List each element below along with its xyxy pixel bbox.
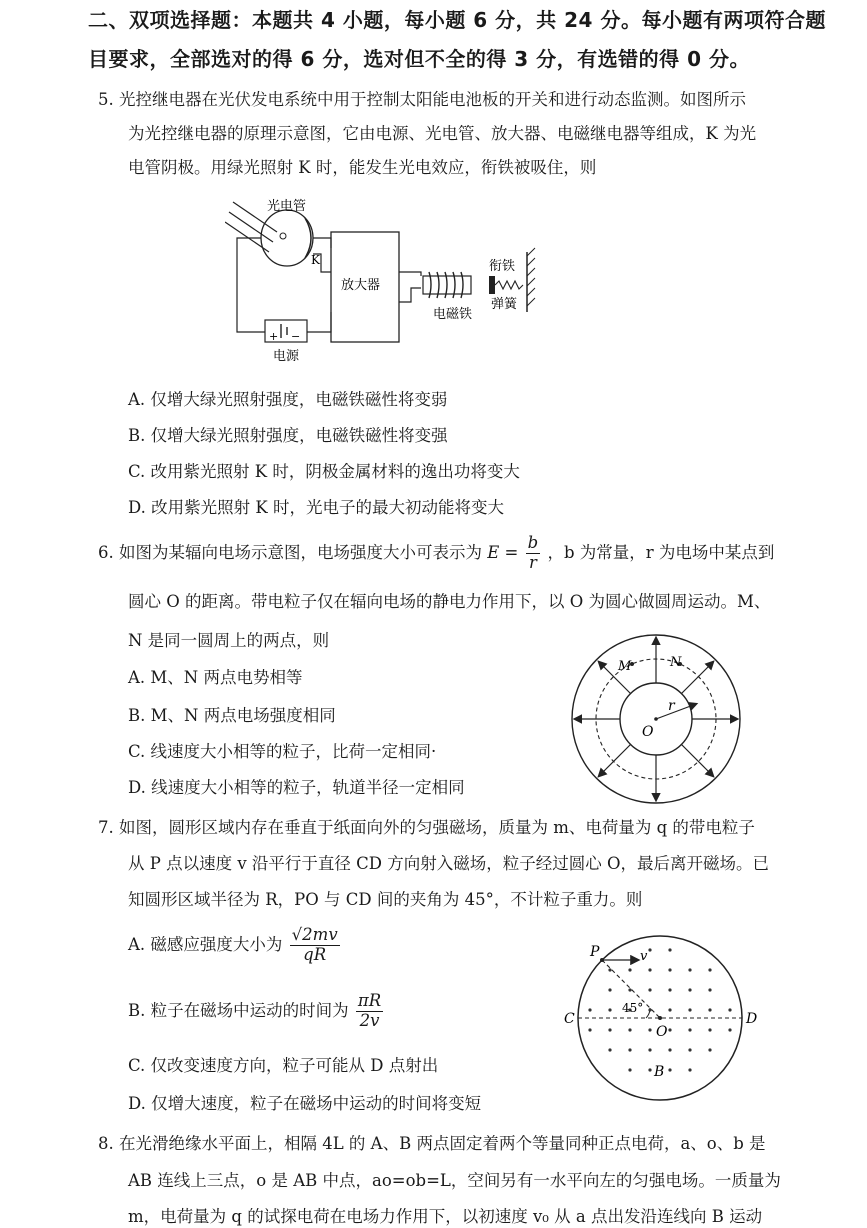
spring — [495, 281, 523, 289]
q7-option-d: D. 仅增大速度，粒子在磁场中运动的时间将变短 — [128, 1094, 482, 1113]
q7-option-a-denominator: qR — [303, 944, 327, 964]
field-dot — [608, 988, 611, 991]
q6-eq-lhs: E = — [487, 542, 519, 562]
field-dot — [708, 1048, 711, 1051]
section-heading-line2: 目要求，全部选对的得 6 分，选对但不全的得 3 分，有选错的得 0 分。 — [88, 47, 751, 71]
q7-option-c: C. 仅改变速度方向，粒子可能从 D 点射出 — [128, 1056, 439, 1075]
field-dot — [688, 1028, 691, 1031]
battery-plus: + — [269, 330, 279, 343]
section-heading-line1: 二、双项选择题：本题共 4 小题，每小题 6 分，共 24 分。每小题有两项符合题 — [88, 8, 826, 32]
field-dot — [588, 1008, 591, 1011]
label-spring: 弹簧 — [491, 297, 518, 312]
q8-stem-line3: m，电荷量为 q 的试探电荷在电场力作用下，以初速度 v₀ 从 a 点出发沿连线向 B 运动 — [128, 1207, 763, 1226]
q7-option-b-denominator: 2v — [359, 1010, 380, 1030]
field-dot — [668, 1048, 671, 1051]
label-d: D — [746, 1011, 758, 1027]
field-dot — [668, 1008, 671, 1011]
field-dot — [608, 1048, 611, 1051]
field-dot — [668, 1028, 671, 1031]
field-dot — [648, 948, 651, 951]
field-dot — [708, 1028, 711, 1031]
field-dot — [728, 1028, 731, 1031]
q7-option-b-numerator: πR — [357, 991, 382, 1010]
q6-eq-fraction — [526, 534, 541, 573]
field-dot — [668, 968, 671, 971]
radial-field-diagram — [566, 630, 746, 808]
q6-stem-part1: 6. 如图为某辐向电场示意图，电场强度大小可表示为 — [98, 542, 482, 562]
q5-stem-line1: 5. 光控继电器在光伏发电系统中用于控制太阳能电池板的开关和进行动态监测。如图所示 — [98, 90, 746, 109]
q8-stem-line1: 8. 在光滑绝缘水平面上，相隔 4L 的 A、B 两点固定着两个等量同种正点电荷，a、o、b 是 — [98, 1134, 766, 1153]
field-dot — [708, 988, 711, 991]
q6-stem-line2: 圆心 O 的距离。带电粒子仅在辐向电场的静电力作用下，以 O 为圆心做圆周运动。M、 — [128, 592, 771, 611]
q5-option-b: B. 仅增大绿光照射强度，电磁铁磁性将变强 — [128, 426, 448, 445]
field-dot — [648, 968, 651, 971]
field-dot — [708, 968, 711, 971]
field-dot — [628, 1048, 631, 1051]
q7-option-a-text: A. 磁感应强度大小为 — [128, 934, 283, 954]
label-r: r — [668, 698, 675, 714]
q5-option-a: A. 仅增大绿光照射强度，电磁铁磁性将变弱 — [128, 390, 448, 409]
field-dot — [728, 1008, 731, 1011]
field-dot — [648, 1048, 651, 1051]
photoelectric-relay-diagram — [225, 192, 545, 367]
label-c: C — [564, 1011, 575, 1027]
q7-option-b-fraction — [356, 992, 383, 1031]
q6-option-b: B. M、N 两点电场强度相同 — [128, 706, 336, 725]
q5-stem-line2: 为光控继电器的原理示意图，它由电源、光电管、放大器、电磁继电器等组成，K 为光 — [128, 124, 757, 143]
field-dot — [628, 1068, 631, 1071]
q5-option-c: C. 改用紫光照射 K 时，阴极金属材料的逸出功将变大 — [128, 462, 520, 481]
q7-option-a — [128, 926, 342, 965]
field-dot — [608, 1028, 611, 1031]
q7-option-a-fraction — [290, 926, 340, 965]
field-dot — [688, 1048, 691, 1051]
field-dot — [628, 1028, 631, 1031]
label-o: O — [642, 724, 654, 740]
label-m: M — [618, 659, 632, 674]
armature — [489, 276, 495, 294]
q6-stem-line3: N 是同一圆周上的两点，则 — [128, 631, 330, 650]
label-k: K — [311, 253, 320, 267]
field-dot — [688, 968, 691, 971]
field-dot — [628, 968, 631, 971]
label-p: P — [590, 944, 600, 960]
q6-stem-line1 — [98, 534, 774, 573]
field-dot — [608, 1008, 611, 1011]
label-v: v — [640, 949, 648, 964]
field-dot — [628, 988, 631, 991]
q7-option-b-text: B. 粒子在磁场中运动的时间为 — [128, 1000, 349, 1020]
label-photo-tube: 光电管 — [267, 199, 307, 214]
label-n: N — [670, 655, 682, 670]
magnetic-field-circle-diagram — [560, 930, 770, 1122]
label-armature: 衔铁 — [489, 259, 516, 274]
field-dot — [648, 1008, 651, 1011]
q7-option-a-numerator: √2mv — [291, 925, 338, 944]
field-dot — [588, 1028, 591, 1031]
label-angle: 45° — [622, 1001, 644, 1015]
field-dot — [688, 1068, 691, 1071]
q6-eq-numerator: b — [527, 533, 539, 552]
q8-stem-line2: AB 连线上三点，o 是 AB 中点，ao=ob=L，空间另有一水平向左的匀强电场。一质量为 — [128, 1171, 781, 1190]
field-dot — [668, 948, 671, 951]
field-dot — [608, 968, 611, 971]
radius-r — [656, 704, 696, 719]
field-dot — [688, 988, 691, 991]
label-electromagnet: 电磁铁 — [433, 307, 473, 322]
label-power-source: 电源 — [273, 349, 300, 364]
field-dot — [668, 1068, 671, 1071]
field-dot — [668, 988, 671, 991]
field-dot — [648, 988, 651, 991]
q7-stem-line1: 7. 如图，圆形区域内存在垂直于纸面向外的匀强磁场，质量为 m、电荷量为 q 的带电粒子 — [98, 818, 755, 837]
field-dots — [588, 948, 731, 1071]
field-dot — [648, 1028, 651, 1031]
q6-stem-part2: ，b 为常量，r 为电场中某点到 — [547, 542, 775, 562]
q5-option-d: D. 改用紫光照射 K 时，光电子的最大初动能将变大 — [128, 498, 504, 517]
q7-stem-line2: 从 P 点以速度 v 沿平行于直径 CD 方向射入磁场，粒子经过圆心 O，最后离开磁场。已 — [128, 854, 770, 873]
field-dot — [688, 1008, 691, 1011]
anode — [280, 233, 286, 239]
label-o7: O — [656, 1024, 668, 1040]
q7-stem-line3: 知圆形区域半径为 R，PO 与 CD 间的夹角为 45°，不计粒子重力。则 — [128, 890, 643, 909]
q7-option-b — [128, 992, 385, 1031]
field-dot — [708, 1008, 711, 1011]
label-amplifier: 放大器 — [341, 278, 381, 293]
label-b: B — [654, 1064, 665, 1080]
q6-eq-denominator: r — [528, 552, 537, 572]
field-dot — [648, 1068, 651, 1071]
q6-option-d: D. 线速度大小相等的粒子，轨道半径一定相同 — [128, 778, 465, 797]
q6-option-a: A. M、N 两点电势相等 — [128, 668, 303, 687]
q5-stem-line3: 电管阴极。用绿光照射 K 时，能发生光电效应，衔铁被吸住，则 — [128, 158, 597, 177]
q6-option-c: C. 线速度大小相等的粒子，比荷一定相同· — [128, 742, 437, 761]
battery-minus: − — [291, 330, 301, 343]
